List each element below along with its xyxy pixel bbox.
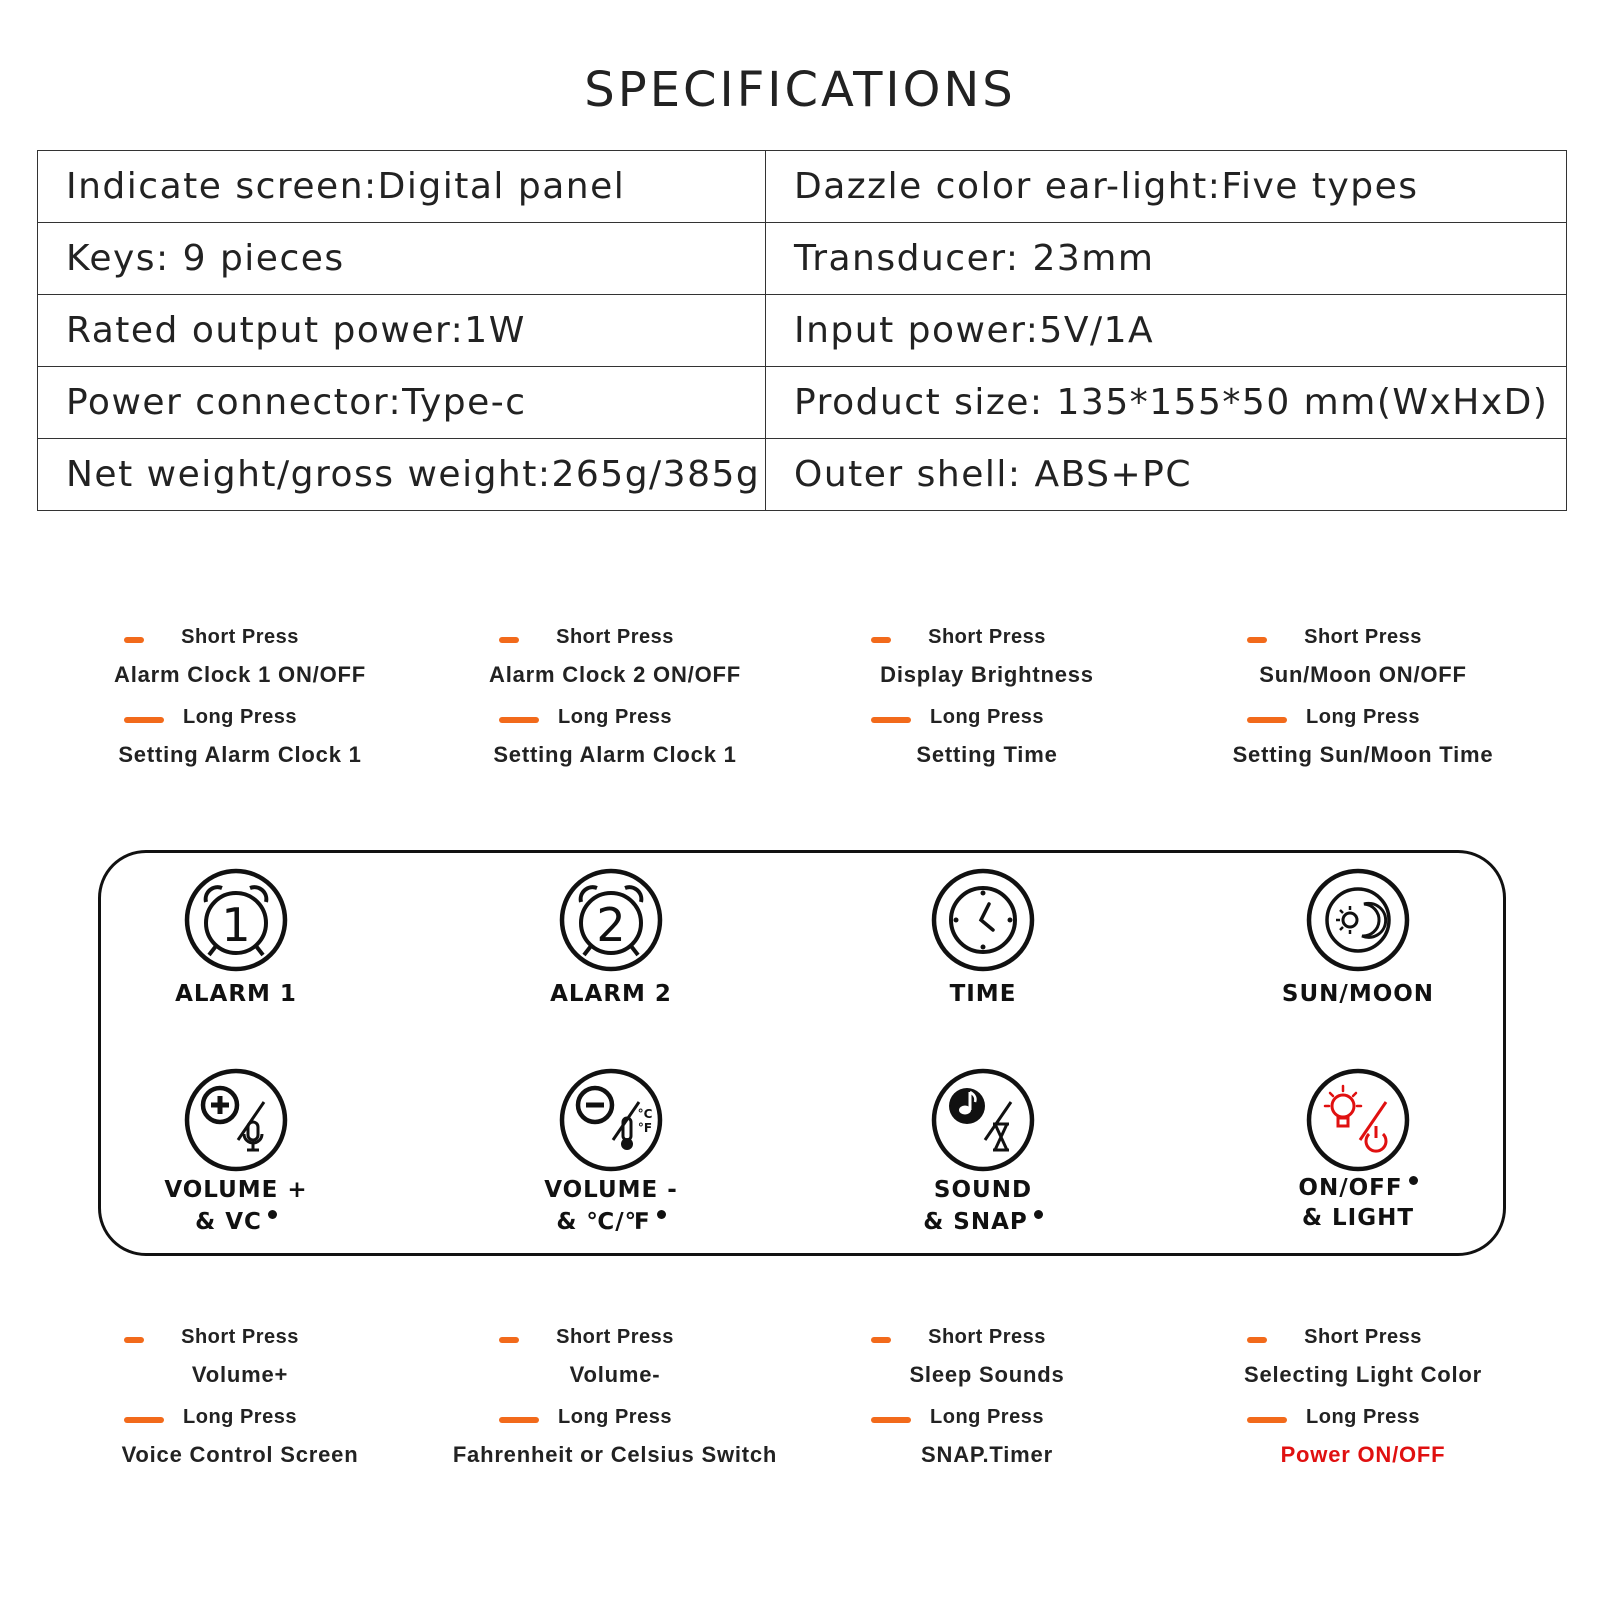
long-press-label: Long Press <box>183 1406 297 1428</box>
short-press-action: Selecting Light Color <box>1243 1362 1483 1387</box>
short-press-label: Short Press <box>928 626 1046 648</box>
svg-text:1: 1 <box>221 898 251 952</box>
long-press-label: Long Press <box>1306 1406 1420 1428</box>
volume-up-mic-icon <box>184 1068 288 1172</box>
key-sublabel-text: & ℃/℉ <box>556 1209 651 1235</box>
long-press-label: Long Press <box>930 706 1044 728</box>
key-label: ALARM 2 <box>550 981 672 1007</box>
short-press-label: Short Press <box>928 1326 1046 1348</box>
short-press-label: Short Press <box>1304 626 1422 648</box>
clock-icon <box>931 868 1035 972</box>
page-title: SPECIFICATIONS <box>584 62 1016 118</box>
key-label <box>1238 1172 1478 1204</box>
indicator-dot <box>1409 1176 1418 1185</box>
long-press-action: Fahrenheit or Celsius Switch <box>452 1442 778 1467</box>
short-press-label: Short Press <box>556 1326 674 1348</box>
power-description <box>1183 1322 1543 1482</box>
sound-description <box>807 1322 1167 1482</box>
sun-moon-key[interactable] <box>1238 868 1478 1058</box>
key-sublabel: & LIGHT <box>1301 1205 1415 1231</box>
key-sublabel <box>863 1206 1103 1238</box>
short-press-label: Short Press <box>1304 1326 1422 1348</box>
alarm1-key[interactable] <box>116 868 356 1058</box>
long-press-label: Long Press <box>1306 706 1420 728</box>
spec-cell: Net weight/gross weight:265g/385g <box>38 439 766 511</box>
long-press-action: Setting Time <box>916 742 1058 767</box>
short-press-action: Sun/Moon ON/OFF <box>1259 662 1467 687</box>
short-press-action: Alarm Clock 1 ON/OFF <box>114 662 366 687</box>
short-press-label: Short Press <box>181 1326 299 1348</box>
volume-down-key[interactable] <box>491 1068 731 1258</box>
long-press-action: Setting Alarm Clock 1 <box>493 742 737 767</box>
key-label-text: ON/OFF <box>1298 1175 1403 1201</box>
table-row <box>38 367 1567 439</box>
svg-text:2: 2 <box>596 898 626 952</box>
key-sublabel <box>491 1206 731 1238</box>
alarm1-description <box>60 622 420 782</box>
key-label: SUN/MOON <box>1281 981 1435 1007</box>
sound-snooze-icon <box>931 1068 1035 1172</box>
key-sublabel-text: & VC <box>195 1209 262 1235</box>
key-sublabel-text: & SNAP <box>923 1209 1028 1235</box>
alarm-clock-1-icon <box>184 868 288 972</box>
spec-cell: Power connector:Type-c <box>38 367 766 439</box>
long-press-action: Setting Sun/Moon Time <box>1232 742 1494 767</box>
power-light-key[interactable] <box>1238 1068 1478 1258</box>
sound-snap-key[interactable] <box>863 1068 1103 1258</box>
alarm2-key[interactable] <box>491 868 731 1058</box>
long-press-action: Voice Control Screen <box>121 1442 359 1467</box>
key-label: VOLUME - <box>544 1177 678 1203</box>
time-key[interactable] <box>863 868 1103 1058</box>
long-press-label: Long Press <box>558 706 672 728</box>
spec-cell: Rated output power:1W <box>38 295 766 367</box>
indicator-dot <box>657 1210 666 1219</box>
short-press-label: Short Press <box>181 626 299 648</box>
alarm2-description <box>435 622 795 782</box>
sun-moon-description <box>1183 622 1543 782</box>
table-row <box>38 151 1567 223</box>
table-row <box>38 439 1567 511</box>
spec-cell: Outer shell: ABS+PC <box>766 439 1567 511</box>
key-label: SOUND <box>933 1177 1033 1203</box>
key-label: TIME <box>949 981 1017 1007</box>
time-description <box>807 622 1167 782</box>
key-label: VOLUME + <box>164 1177 308 1203</box>
alarm-clock-2-icon <box>559 868 663 972</box>
long-press-label: Long Press <box>183 706 297 728</box>
indicator-dot <box>1034 1210 1043 1219</box>
volume-up-key[interactable] <box>116 1068 356 1258</box>
spec-cell: Transducer: 23mm <box>766 223 1567 295</box>
spec-cell: Input power:5V/1A <box>766 295 1567 367</box>
spec-cell: Product size: 135*155*50 mm(WxHxD) <box>766 367 1567 439</box>
short-press-action: Volume+ <box>191 1362 289 1387</box>
spec-cell: Dazzle color ear-light:Five types <box>766 151 1567 223</box>
short-press-label: Short Press <box>556 626 674 648</box>
volume-up-description <box>60 1322 420 1482</box>
long-press-action: Power ON/OFF <box>1280 1442 1446 1467</box>
short-press-action: Volume- <box>569 1362 661 1387</box>
long-press-label: Long Press <box>930 1406 1044 1428</box>
svg-text:°C: °C <box>637 1107 653 1121</box>
short-press-action: Alarm Clock 2 ON/OFF <box>489 662 741 687</box>
spec-cell: Keys: 9 pieces <box>38 223 766 295</box>
volume-down-description <box>435 1322 795 1482</box>
key-label: ALARM 1 <box>175 981 297 1007</box>
svg-text:°F: °F <box>637 1121 653 1135</box>
spec-cell: Indicate screen:Digital panel <box>38 151 766 223</box>
key-sublabel <box>116 1206 356 1238</box>
table-row <box>38 295 1567 367</box>
long-press-action: Setting Alarm Clock 1 <box>118 742 362 767</box>
table-row <box>38 223 1567 295</box>
sun-moon-icon <box>1306 868 1410 972</box>
specifications-table <box>37 150 1567 511</box>
volume-down-thermometer-icon <box>559 1068 663 1172</box>
short-press-action: Display Brightness <box>880 662 1094 687</box>
power-light-icon <box>1306 1068 1410 1172</box>
short-press-action: Sleep Sounds <box>909 1362 1065 1387</box>
indicator-dot <box>268 1210 277 1219</box>
long-press-action: SNAP.Timer <box>921 1442 1053 1467</box>
long-press-label: Long Press <box>558 1406 672 1428</box>
